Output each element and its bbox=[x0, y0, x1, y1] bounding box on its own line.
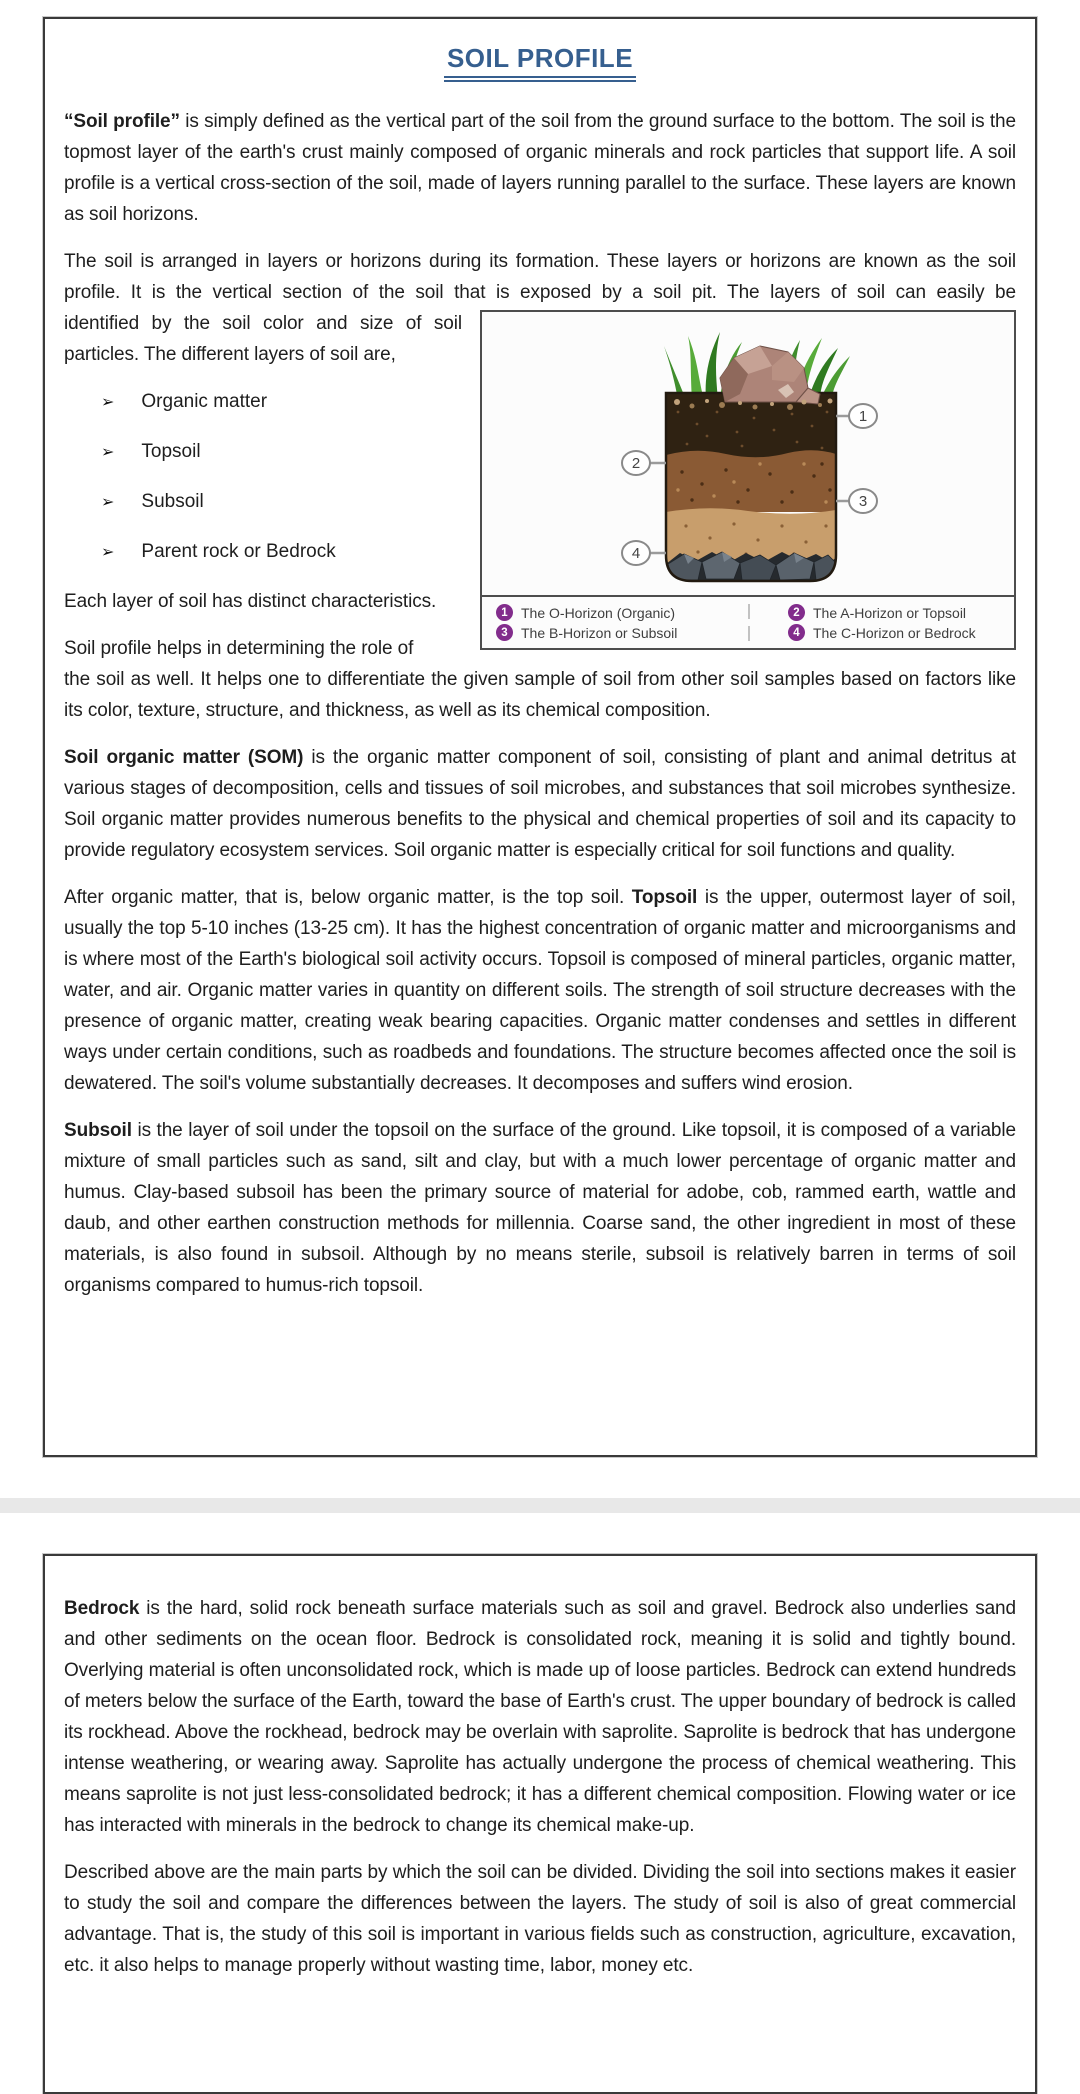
page-1 bbox=[43, 17, 1037, 1457]
arrow-bullet-icon: ➢ bbox=[101, 544, 115, 561]
legend-divider bbox=[748, 604, 750, 619]
soil-diagram-legend bbox=[482, 595, 1014, 648]
legend-badge-4: 4 bbox=[788, 624, 805, 641]
list-item-label: Subsoil bbox=[141, 491, 204, 512]
figure-text-wrap bbox=[64, 308, 1016, 664]
list-item-label: Organic matter bbox=[141, 391, 268, 412]
callout-4: 4 bbox=[631, 545, 641, 562]
legend-label: The A-Horizon or Topsoil bbox=[813, 604, 967, 621]
paragraph-role-a: Soil profile helps in determining the role of bbox=[64, 638, 414, 659]
arrow-bullet-icon: ➢ bbox=[101, 444, 115, 461]
legend-label: The O-Horizon (Organic) bbox=[521, 604, 676, 621]
paragraph-som: Soil organic matter (SOM) is the organic matter component of soil, consisting of plant and animal detritus at various stages of decomposition, cells and tissues of soil microbes, and substances that soil microbes synthesize. Soil organic matter provides numerous benefits to the physical and chemical properties of soil and its capacity to provide regulatory ecosystem services. Soil organic matter is especially critical for soil functions and quality. bbox=[64, 747, 1016, 861]
legend-label: The C-Horizon or Bedrock bbox=[813, 624, 976, 641]
page-title-text: SOIL PROFILE bbox=[444, 43, 636, 82]
callout-2: 2 bbox=[631, 455, 641, 472]
soil-diagram-image bbox=[482, 312, 1014, 595]
paragraph-soil-profile-intro: “Soil profile” is simply defined as the vertical part of the soil from the ground surface to the bottom. The soil is the topmost layer of the earth's crust mainly composed of organic minerals and rock particles that support life. A soil profile is a vertical cross-section of the soil, made of layers running parallel to the surface. These layers are known as soil horizons. bbox=[64, 111, 1016, 225]
soil-diagram-figure bbox=[480, 310, 1016, 650]
page-title bbox=[64, 38, 1016, 82]
paragraph-summary: Described above are the main parts by which the soil can be divided. Dividing the soil into sections makes it easier to study the soil and compare the differences between the layers. The study of soil is also of great commercial advantage. That is, the study of this soil is important in various fields such as construction, agriculture, excavation, etc. it also helps to manage properly without wasting time, labor, money etc. bbox=[64, 1862, 1016, 1976]
list-item-label: Parent rock or Bedrock bbox=[141, 541, 336, 562]
arrow-bullet-icon: ➢ bbox=[101, 494, 115, 511]
callout-1: 1 bbox=[858, 408, 868, 425]
paragraph-soil-layers-b: identified by the soil color and size of soil particles. The different layers of soil are, bbox=[64, 313, 462, 365]
list-item-label: Topsoil bbox=[141, 441, 201, 462]
paragraph-soil-layers-a: The soil is arranged in layers or horizons during its formation. These layers or horizons are known as the soil profile. It is the vertical section of the soil that is exposed by a soil pit. The layers of soil can easily be bbox=[64, 251, 1016, 303]
legend-item-b-horizon bbox=[496, 624, 750, 641]
legend-item-c-horizon bbox=[750, 624, 1004, 641]
legend-label: The B-Horizon or Subsoil bbox=[521, 624, 678, 641]
paragraph-topsoil: After organic matter, that is, below organic matter, is the top soil. Topsoil is the upper, outermost layer of soil, usually the top 5-10 inches (13-25 cm). It has the highest concentration of organic matter and microorganisms and is where most of the Earth's biological soil activity occurs. Topsoil is composed of mineral particles, organic matter, water, and air. Organic matter varies in quantity on different soils. The strength of soil structure decreases with the presence of organic matter, creating weak bearing capacities. Organic matter condenses and settles in different ways under certain conditions, such as roadbeds and foundations. The structure becomes affected once the soil is dewatered. The soil's volume substantially decreases. It decomposes and suffers wind erosion. bbox=[64, 887, 1016, 1094]
page-2 bbox=[43, 1554, 1037, 2094]
legend-badge-3: 3 bbox=[496, 624, 513, 641]
paragraph-role-b: the soil as well. It helps one to differentiate the given sample of soil from other soil samples based on factors like its color, texture, structure, and thickness, as well as its chemical composition. bbox=[64, 669, 1016, 721]
page-separator bbox=[0, 1498, 1080, 1513]
callout-3: 3 bbox=[858, 493, 868, 510]
paragraph-subsoil: Subsoil is the layer of soil under the topsoil on the surface of the ground. Like topsoil, it is composed of a variable mixture of small particles such as sand, silt and clay, but with a much lower percentage of organic matter and humus. Clay-based subsoil has been the primary source of material for adobe, cob, rammed earth, wattle and daub, and other earthen construction methods for millennia. Coarse sand, the other ingredient in most of these materials, is also found in subsoil. Although by no means sterile, subsoil is relatively barren in terms of soil organisms compared to humus-rich topsoil. bbox=[64, 1120, 1016, 1296]
paragraph-each-layer: Each layer of soil has distinct characteristics. bbox=[64, 591, 437, 612]
legend-divider bbox=[748, 626, 750, 641]
arrow-bullet-icon: ➢ bbox=[101, 394, 115, 411]
document-viewer bbox=[0, 17, 1080, 2094]
soil-layers bbox=[666, 393, 836, 581]
soil-column-illustration bbox=[482, 312, 1014, 595]
legend-badge-2: 2 bbox=[788, 604, 805, 621]
paragraph-bedrock: Bedrock is the hard, solid rock beneath surface materials such as soil and gravel. Bedrock also underlies sand and other sediments on the ocean floor. Bedrock is consolidated rock, meaning it is solid and tightly bound. Overlying material is often unconsolidated rock, which is made up of loose particles. Bedrock can extend hundreds of meters below the surface of the Earth, toward the base of Earth's crust. The upper boundary of bedrock is called its rockhead. Above the rockhead, bedrock may be overlain with saprolite. Saprolite is bedrock that has undergone intense weathering, or wearing away. Saprolite has actually undergone the process of chemical weathering. This means saprolite is not just less-consolidated bedrock; it has a different chemical composition. Flowing water or ice has interacted with minerals in the bedrock to change its chemical make-up. bbox=[64, 1598, 1016, 1836]
legend-badge-1: 1 bbox=[496, 604, 513, 621]
legend-item-o-horizon bbox=[496, 604, 750, 621]
legend-item-a-horizon bbox=[750, 604, 1004, 621]
